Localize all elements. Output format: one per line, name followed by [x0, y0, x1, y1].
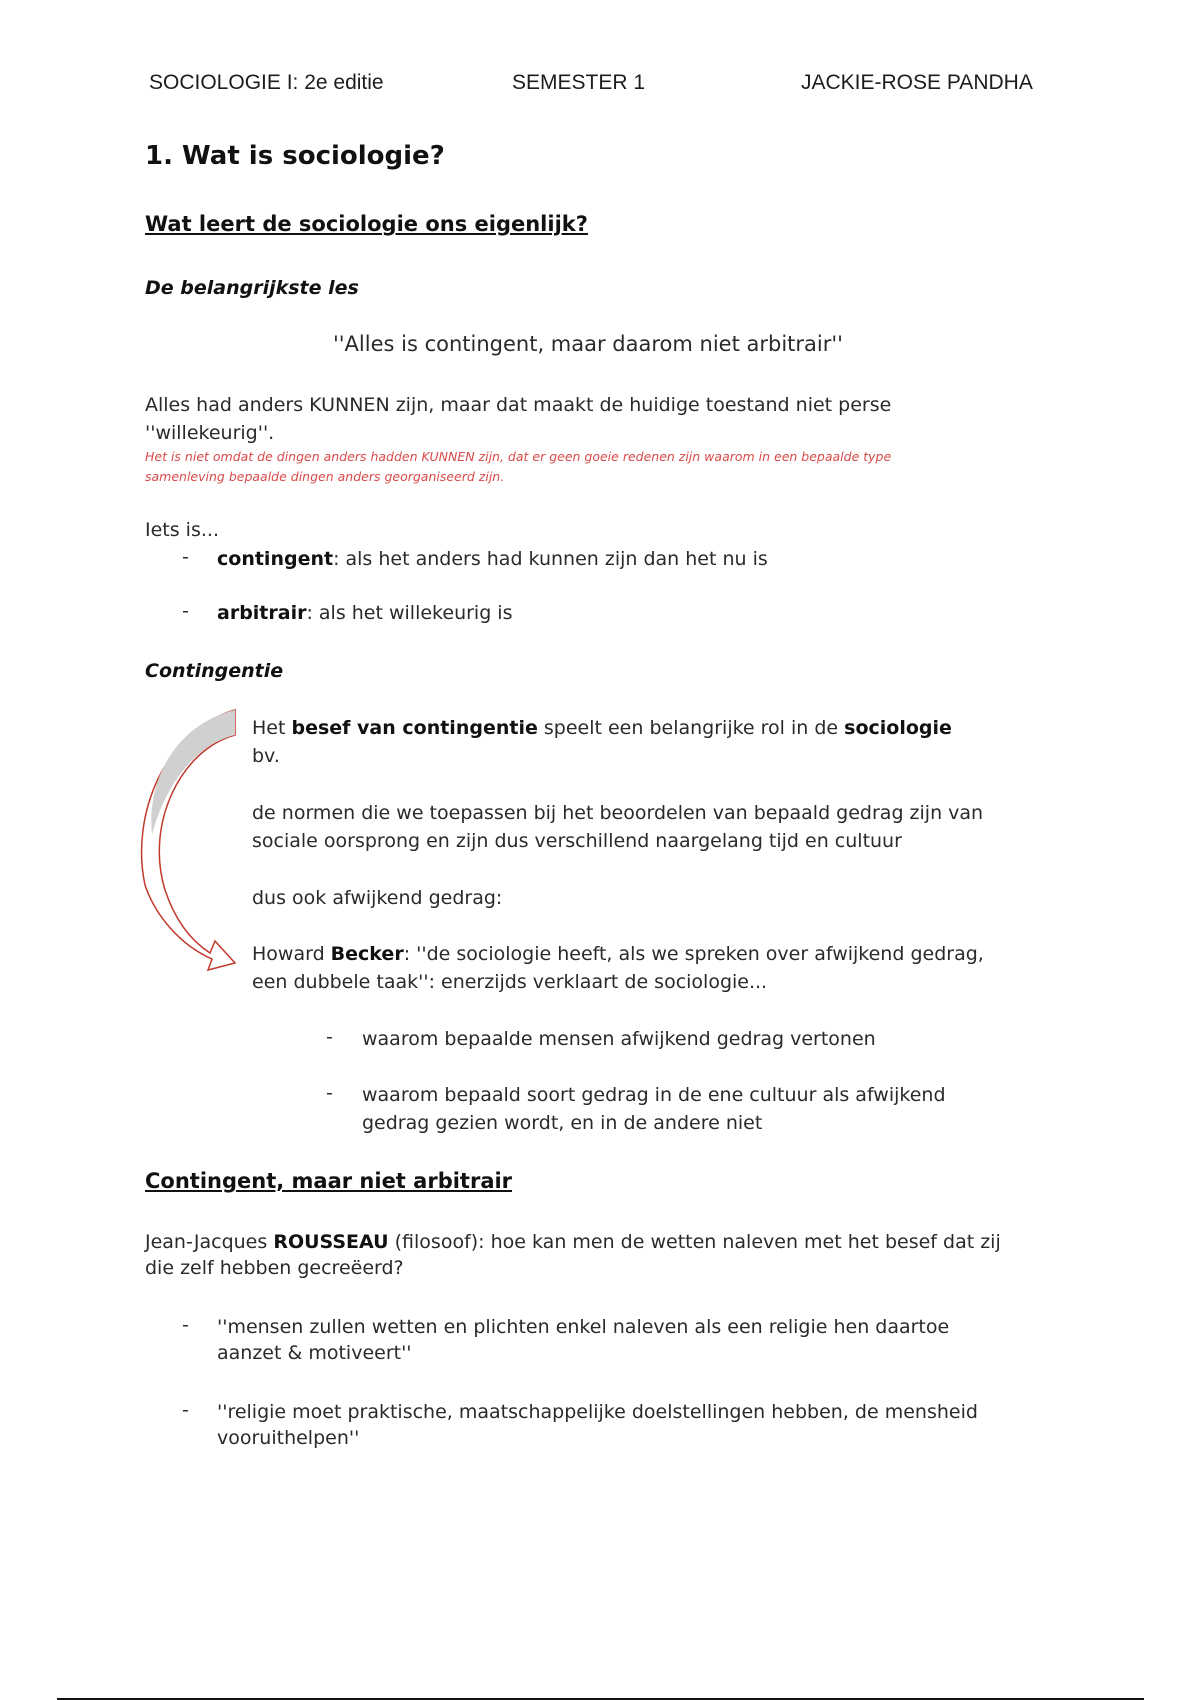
becker-bullet-1: waarom bepaalde mensen afwijkend gedrag vertonen: [362, 1028, 876, 1050]
intro-line-2: ''willekeurig''.: [145, 422, 275, 444]
becker-quote: : ''de sociologie heeft, als we spreken over afwijkend gedrag,: [403, 943, 984, 965]
bullet-dash: -: [182, 1399, 189, 1421]
section1-subheading: De belangrijkste les: [145, 277, 359, 299]
iets-is: Iets is...: [145, 519, 219, 541]
contingentie-bv: bv.: [252, 745, 280, 767]
becker-line-2: een dubbele taak'': enerzijds verklaart de sociologie...: [252, 971, 768, 993]
rousseau-question: (filosoof): hoe kan men de wetten naleven met het besef dat zij: [388, 1231, 1001, 1253]
definition-contingent-text: : als het anders had kunnen zijn dan het nu is: [333, 548, 768, 570]
contingentie-line-1: [252, 714, 952, 742]
term-arbitrair: arbitrair: [217, 602, 307, 624]
chapter-title: 1. Wat is sociologie?: [145, 141, 445, 171]
rousseau-bullet-1-line-2: aanzet & motiveert'': [217, 1342, 412, 1364]
curved-arrow-icon: [140, 705, 240, 975]
intro-line-1: Alles had anders KUNNEN zijn, maar dat maakt de huidige toestand niet perse: [145, 394, 892, 416]
normen-line-1: de normen die we toepassen bij het beoordelen van bepaald gedrag zijn van: [252, 802, 984, 824]
contingentie-line-1a: Het: [252, 717, 292, 739]
rousseau-line-2: die zelf hebben gecreëerd?: [145, 1257, 404, 1279]
definition-arbitrair: [217, 599, 512, 627]
rousseau-first-name: Jean-Jacques: [145, 1231, 274, 1253]
rousseau-bullet-1-line-1: ''mensen zullen wetten en plichten enkel naleven als een religie hen daartoe: [217, 1316, 950, 1338]
normen-line-2: sociale oorsprong en zijn dus verschillend naargelang tijd en cultuur: [252, 830, 902, 852]
bullet-dash: -: [326, 1026, 333, 1048]
red-note-line-1: Het is niet omdat de dingen anders hadden KUNNEN zijn, dat er geen goeie redenen zijn waarom in een bepaalde type: [145, 449, 892, 464]
afwijkend-gedrag: dus ook afwijkend gedrag:: [252, 887, 503, 909]
becker-name: Becker: [330, 943, 404, 965]
red-note-line-2: samenleving bepaalde dingen anders georganiseerd zijn.: [145, 469, 505, 484]
definition-contingent: [217, 545, 768, 573]
section1-heading: Wat leert de sociologie ons eigenlijk?: [145, 212, 588, 236]
becker-first-name: Howard: [252, 943, 331, 965]
header-semester: SEMESTER 1: [512, 71, 646, 94]
bullet-dash: -: [182, 1314, 189, 1336]
definition-arbitrair-text: : als het willekeurig is: [306, 602, 513, 624]
becker-bullet-2-line-2: gedrag gezien wordt, en in de andere niet: [362, 1112, 763, 1134]
bullet-dash: -: [326, 1082, 333, 1104]
contingentie-heading: Contingentie: [145, 660, 284, 682]
bullet-dash: -: [182, 600, 189, 622]
contingentie-line-1c: speelt een belangrijke rol in de: [537, 717, 845, 739]
rousseau-bullet-2-line-1: ''religie moet praktische, maatschappelijke doelstellingen hebben, de mensheid: [217, 1401, 978, 1423]
bullet-dash: -: [182, 546, 189, 568]
header-course: SOCIOLOGIE I: 2e editie: [149, 71, 384, 94]
becker-bullet-2-line-1: waarom bepaald soort gedrag in de ene cultuur als afwijkend: [362, 1084, 946, 1106]
central-quote: ''Alles is contingent, maar daarom niet arbitrair'': [333, 332, 843, 356]
rousseau-bullet-2-line-2: vooruithelpen'': [217, 1427, 360, 1449]
rousseau-name: ROUSSEAU: [273, 1231, 389, 1253]
rousseau-line-1: [145, 1228, 1001, 1256]
becker-line-1: [252, 940, 984, 968]
section2-heading: Contingent, maar niet arbitrair: [145, 1169, 513, 1193]
besef-van-contingentie: besef van contingentie: [291, 717, 538, 739]
term-contingent: contingent: [217, 548, 334, 570]
sociologie-bold: sociologie: [844, 717, 952, 739]
header-author: JACKIE-ROSE PANDHA: [801, 71, 1033, 94]
